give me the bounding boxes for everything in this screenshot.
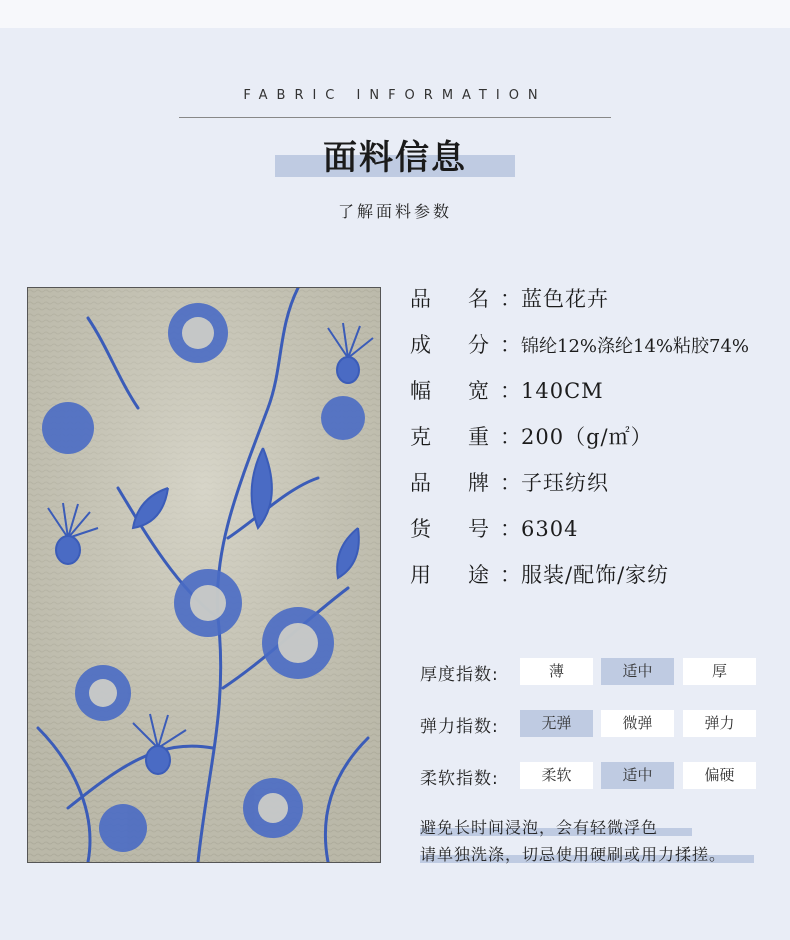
page-subtitle: 了解面料参数: [337, 202, 452, 221]
spec-value: 140CM: [521, 379, 604, 403]
index-option: 偏硬: [683, 762, 756, 789]
index-option: 适中: [601, 762, 674, 789]
index-label: 柔软指数:: [420, 769, 499, 789]
spec-row-brand: 品 牌 ：子珏纺织: [410, 466, 782, 512]
spec-value: 服装/配饰/家纺: [521, 563, 670, 587]
spec-row-width: 幅 宽 ：140CM: [410, 374, 782, 420]
top-strip: [0, 0, 790, 28]
spec-value: 6304: [521, 517, 579, 541]
spec-label: 品 牌: [410, 471, 489, 495]
spec-label: 用 途: [410, 563, 489, 587]
index-option: 厚: [683, 658, 756, 685]
spec-value: 子珏纺织: [521, 471, 609, 495]
care-text: 避免长时间浸泡，会有轻微浮色: [420, 818, 659, 837]
index-row-elasticity: [420, 710, 760, 738]
spec-row-name: 品 名 ：蓝色花卉: [410, 282, 782, 328]
spec-row-weight: 克 重 ：200（g/㎡）: [410, 420, 782, 466]
header-rule: [179, 117, 611, 118]
index-option: 柔软: [520, 762, 593, 789]
spec-label: 幅 宽: [410, 379, 489, 403]
spec-value: 200（g/㎡）: [521, 425, 653, 449]
spec-label: 成 分: [410, 333, 489, 357]
spec-value: 锦纶12%涤纶14%粘胶74%: [521, 336, 750, 357]
spec-label: 货 号: [410, 517, 489, 541]
index-option: 适中: [601, 658, 674, 685]
spec-row-usage: 用 途 ：服装/配饰/家纺: [410, 558, 782, 604]
index-option: 微弹: [601, 710, 674, 737]
index-row-softness: [420, 762, 760, 790]
spec-label: 品 名: [410, 287, 489, 311]
care-note-line-1: [420, 815, 658, 838]
spec-row-item-number: 货 号 ：6304: [410, 512, 782, 558]
care-note-line-2: [420, 842, 726, 865]
section-eyebrow: FABRIC INFORMATION: [243, 88, 547, 103]
page-title: 面料信息: [323, 138, 467, 178]
fabric-swatch-image: [27, 287, 381, 863]
spec-row-composition: 成 分 ：锦纶12%涤纶14%粘胶74%: [410, 328, 782, 374]
spec-value: 蓝色花卉: [521, 287, 609, 311]
spec-list: [410, 282, 782, 604]
spec-label: 克 重: [410, 425, 489, 449]
index-option: 弹力: [683, 710, 756, 737]
index-option: 无弹: [520, 710, 593, 737]
index-row-thickness: [420, 658, 760, 686]
care-text: 请单独洗涤，切忌使用硬刷或用力揉搓。: [420, 845, 727, 864]
index-label: 弹力指数:: [420, 717, 499, 737]
index-label: 厚度指数:: [420, 665, 499, 685]
index-option: 薄: [520, 658, 593, 685]
